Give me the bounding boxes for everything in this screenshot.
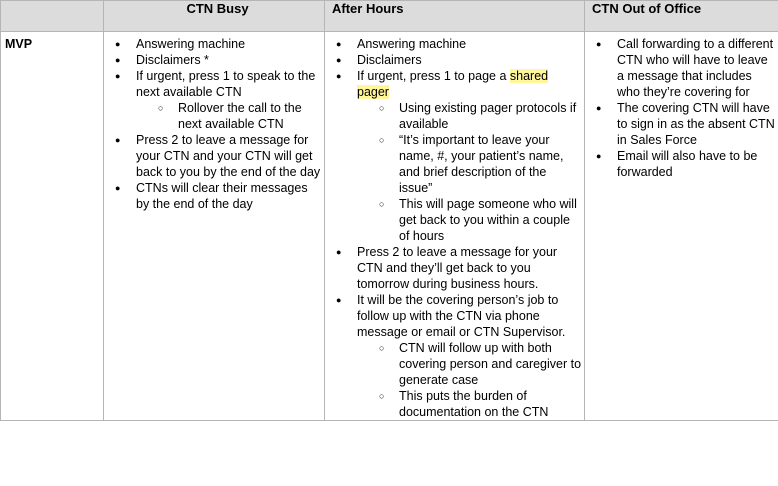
sub-list-item: ○ Rollover the call to the next available CTN xyxy=(136,100,322,132)
list-item: ● Press 2 to leave a message for your CTN and your CTN will get back to you by the end of the day xyxy=(108,132,322,180)
sub-list-item: ○ “It’s important to leave your name, #, your patient’s name, and brief description of the issue” xyxy=(357,132,582,196)
header-after-hours: After Hours xyxy=(325,1,585,32)
out-of-office-list xyxy=(589,36,776,180)
list-item: ● Answering machine xyxy=(329,36,582,52)
sub-list-item: ○ CTN will follow up with both covering person and caregiver to generate case xyxy=(357,340,582,388)
sub-list xyxy=(136,100,322,132)
list-item-text: If urgent, press 1 to page a xyxy=(357,69,510,83)
list-item xyxy=(329,68,582,244)
list-item-text: If urgent, press 1 to speak to the next available CTN xyxy=(136,69,316,99)
sub-list-item: ○ This puts the burden of documentation on the CTN xyxy=(357,388,582,420)
list-item: ● Disclaimers * xyxy=(108,52,322,68)
ctn-busy-cell xyxy=(104,32,325,421)
sub-list-item: ○ Using existing pager protocols if available xyxy=(357,100,582,132)
list-item xyxy=(329,292,582,420)
list-item: ● Disclaimers xyxy=(329,52,582,68)
header-row xyxy=(1,1,778,32)
list-item: ● Press 2 to leave a message for your CTN and they’ll get back to you tomorrow during business hours. xyxy=(329,244,582,292)
list-item: ● Email will also have to be forwarded xyxy=(589,148,776,180)
after-hours-cell xyxy=(325,32,585,421)
sub-list xyxy=(357,100,582,244)
ctn-busy-list xyxy=(108,36,322,212)
list-item: ● Call forwarding to a different CTN who will have to leave a message that includes who they’re covering for xyxy=(589,36,776,100)
header-out-of-office: CTN Out of Office xyxy=(585,1,778,32)
list-item xyxy=(108,68,322,132)
list-item: ● The covering CTN will have to sign in as the absent CTN in Sales Force xyxy=(589,100,776,148)
list-item: ● Answering machine xyxy=(108,36,322,52)
highlighted-text: shared pager xyxy=(357,69,549,99)
list-item: ● CTNs will clear their messages by the end of the day xyxy=(108,180,322,212)
out-of-office-cell xyxy=(585,32,778,421)
sub-list xyxy=(357,340,582,420)
after-hours-list xyxy=(329,36,582,420)
header-blank xyxy=(1,1,104,32)
row-label-mvp: MVP xyxy=(1,32,104,421)
mvp-row xyxy=(1,32,778,421)
list-item-text: It will be the covering person’s job to follow up with the CTN via phone message or email or CTN Supervisor. xyxy=(357,293,566,339)
header-ctn-busy: CTN Busy xyxy=(104,1,325,32)
sub-list-item: ○ This will page someone who will get back to you within a couple of hours xyxy=(357,196,582,244)
